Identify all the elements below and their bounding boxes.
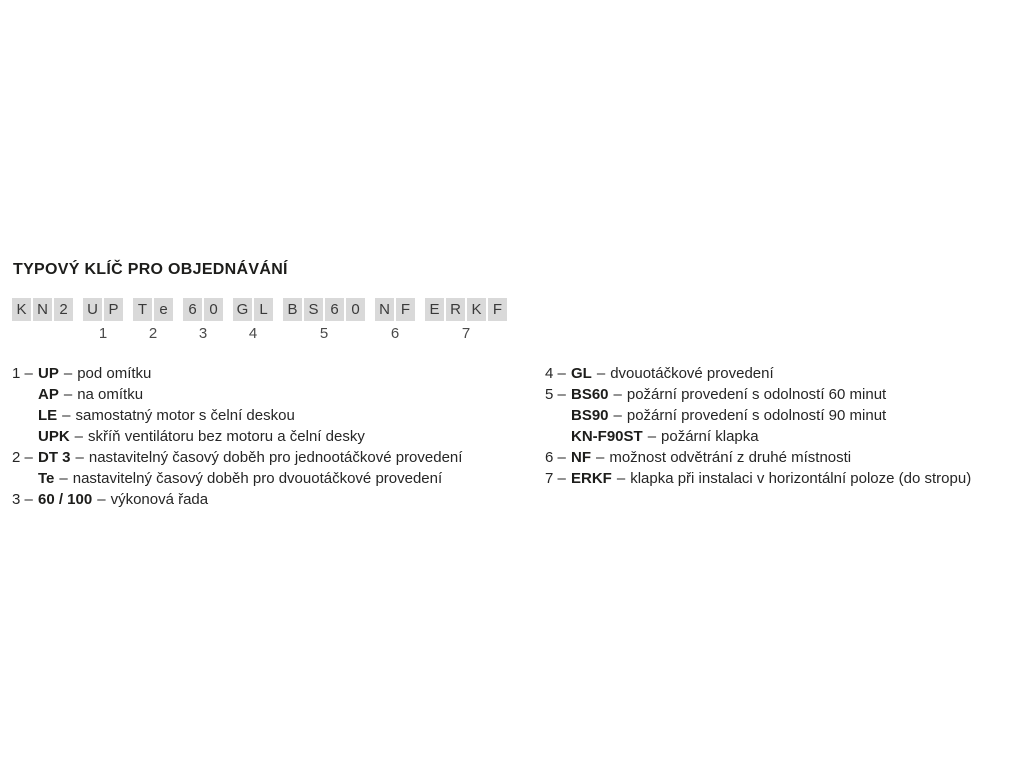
code-boxes <box>283 298 365 321</box>
legend-item <box>545 384 971 405</box>
legend-separator: – <box>75 449 84 466</box>
legend-item <box>545 447 971 468</box>
code-group-7 <box>425 298 507 342</box>
legend-item-description: nastavitelný časový doběh pro jednootáčkové provedení <box>88 449 463 466</box>
legend-item-number: 5 – <box>545 386 566 403</box>
legend-item-code: KN-F90ST <box>571 428 643 445</box>
legend-separator: – <box>59 470 68 487</box>
legend-item-description: požární provedení s odolností 90 minut <box>626 407 887 424</box>
legend-item-code: AP <box>38 386 59 403</box>
legend-item-code: DT 3 <box>38 449 71 466</box>
legend-item-description: dvouotáčkové provedení <box>610 365 774 382</box>
code-char-box: U <box>83 298 102 321</box>
code-group-number: 7 <box>461 325 471 342</box>
legend-item-description: samostatný motor s čelní deskou <box>75 407 295 424</box>
code-char-box: K <box>467 298 486 321</box>
code-char-box: 2 <box>54 298 73 321</box>
legend-item-code: BS90 <box>571 407 609 424</box>
legend-separator: – <box>74 428 84 445</box>
legend-item-number: 1 – <box>12 365 33 382</box>
code-char-box: 6 <box>183 298 202 321</box>
legend-separator: – <box>647 428 657 445</box>
code-group-2 <box>133 298 173 342</box>
legend-item-description: nastavitelný časový doběh pro dvouotáčkové provedení <box>72 470 443 487</box>
legend-item-code: BS60 <box>571 386 609 403</box>
code-group-number: 6 <box>390 325 400 342</box>
legend-item-code: 60 / 100 <box>38 491 93 508</box>
legend-separator: – <box>613 407 622 424</box>
legend-item-description: klapka při instalaci v horizontální poloze (do stropu) <box>630 470 972 487</box>
code-group-4 <box>233 298 273 342</box>
legend-item <box>12 489 462 510</box>
legend-item <box>12 405 462 426</box>
legend-item-code: UP <box>38 365 59 382</box>
legend-item-number: 7 – <box>545 470 566 487</box>
legend-separator: – <box>616 470 626 487</box>
legend-item-description: výkonová řada <box>110 491 209 508</box>
legend-item-description: pod omítku <box>77 365 152 382</box>
legend-separator: – <box>63 386 73 403</box>
code-char-box: T <box>133 298 152 321</box>
legend-item <box>12 384 462 405</box>
legend-separator: – <box>63 365 73 382</box>
legend-separator: – <box>596 449 605 466</box>
legend-item-description: požární klapka <box>661 428 759 445</box>
legend-item <box>545 426 971 447</box>
code-boxes <box>183 298 223 321</box>
code-group-number: 1 <box>98 325 108 342</box>
legend-item-description: skříň ventilátoru bez motoru a čelní desky <box>88 428 365 445</box>
legend-separator: – <box>62 407 71 424</box>
legend-item-number: 3 – <box>12 491 33 508</box>
legend-item <box>12 447 462 468</box>
code-char-box: P <box>104 298 123 321</box>
legend-item-code: ERKF <box>571 470 612 487</box>
legend-item-code: GL <box>571 365 592 382</box>
code-group-6 <box>375 298 415 342</box>
page-title: TYPOVÝ KLÍČ PRO OBJEDNÁVÁNÍ <box>13 261 288 278</box>
legend-item <box>545 468 971 489</box>
legend-item <box>12 468 462 489</box>
code-group-number: 2 <box>148 325 158 342</box>
legend-item-number: 4 – <box>545 365 566 382</box>
code-char-box: N <box>375 298 394 321</box>
code-group-number: 4 <box>248 325 258 342</box>
code-group-1 <box>83 298 123 342</box>
legend-separator: – <box>596 365 606 382</box>
code-boxes <box>375 298 415 321</box>
code-boxes <box>133 298 173 321</box>
code-char-box: L <box>254 298 273 321</box>
legend-item-description: možnost odvětrání z druhé místnosti <box>609 449 852 466</box>
legend-item-code: LE <box>38 407 58 424</box>
legend-item <box>545 363 971 384</box>
code-group-number: 3 <box>198 325 208 342</box>
legend-separator: – <box>613 386 622 403</box>
code-char-box: G <box>233 298 252 321</box>
code-boxes <box>233 298 273 321</box>
code-char-box: 0 <box>204 298 223 321</box>
code-boxes <box>425 298 507 321</box>
legend-item-code: Te <box>38 470 55 487</box>
code-char-box: E <box>425 298 444 321</box>
code-char-box: e <box>154 298 173 321</box>
legend-item <box>12 363 462 384</box>
legend-item-description: požární provedení s odolností 60 minut <box>626 386 887 403</box>
legend-column-left <box>12 363 462 510</box>
code-char-box: B <box>283 298 302 321</box>
code-group-3 <box>183 298 223 342</box>
type-key-code-row <box>12 298 507 342</box>
legend-item-code: NF <box>571 449 591 466</box>
legend-item <box>545 405 971 426</box>
code-char-box: N <box>33 298 52 321</box>
legend-item <box>12 426 462 447</box>
code-group-5 <box>283 298 365 342</box>
code-char-box: 6 <box>325 298 344 321</box>
legend-item-code: UPK <box>38 428 70 445</box>
code-boxes <box>83 298 123 321</box>
code-char-box: S <box>304 298 323 321</box>
code-char-box: F <box>488 298 507 321</box>
code-boxes <box>12 298 73 321</box>
code-group-base <box>12 298 73 342</box>
code-char-box: K <box>12 298 31 321</box>
code-group-number: 5 <box>319 325 329 342</box>
code-char-box: F <box>396 298 415 321</box>
legend-item-number: 2 – <box>12 449 33 466</box>
legend-item-number: 6 – <box>545 449 566 466</box>
legend-column-right <box>545 363 971 489</box>
code-char-box: 0 <box>346 298 365 321</box>
legend-separator: – <box>97 491 106 508</box>
code-char-box: R <box>446 298 465 321</box>
legend-item-description: na omítku <box>77 386 144 403</box>
